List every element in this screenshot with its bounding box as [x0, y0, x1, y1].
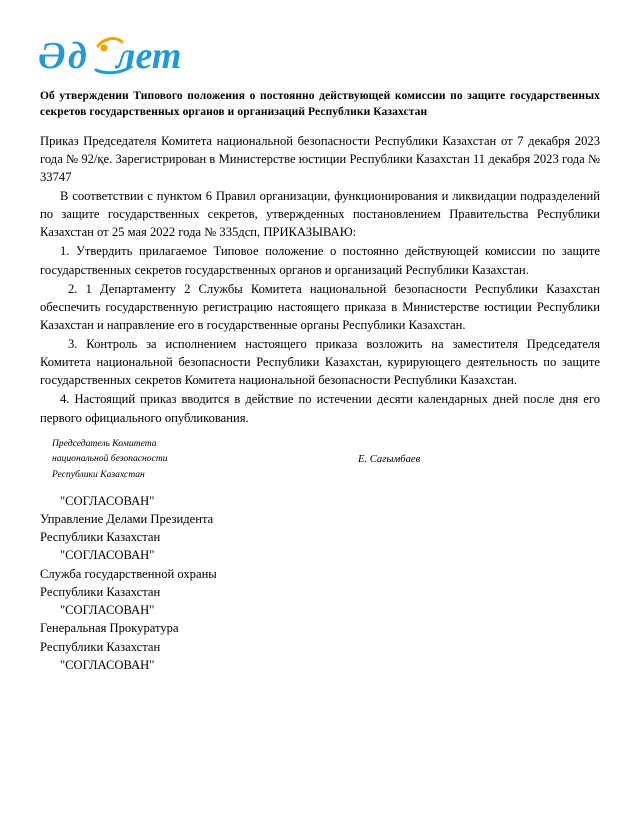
approval-org-1-line-2: Республики Казахстан — [40, 530, 161, 545]
signatory-position-line-3: Республики Казахстан — [52, 468, 145, 480]
signatory-position-line-1: Председатель Комитета — [52, 437, 157, 449]
clause-2: 2. 1 Департаменту 2 Службы Комитета национальной безопасности Республики Казахстан обеспечить государственную регистрацию настоящего приказа в Министерстве юстиции Республики Казахстан и направление его в государственные органы Республики Казахстан. — [40, 281, 600, 332]
svg-text:д: д — [68, 35, 87, 77]
approval-label-3: "СОГЛАСОВАН" — [60, 603, 155, 618]
signatory-name: Е. Сағымбаев — [358, 453, 421, 465]
approval-org-1-line-1: Управление Делами Президента — [40, 511, 214, 526]
document-title: Об утверждении Типового положения о постоянно действующей комиссии по защите государственных секретов государственных органов и организаций Республики Казахстан — [40, 90, 600, 119]
approval-org-2-line-2: Республики Казахстан — [40, 584, 161, 599]
adilet-logo[interactable] — [38, 34, 188, 80]
svg-text:лет: лет — [116, 35, 182, 77]
document-preamble: В соответствии с пунктом 6 Правил организации, функционирования и ликвидации подразделений по защите государственных секретов, утвержденных постановлением Правительства Республики Казахстан от 25 мая 2022 года № 335дсп, ПРИКАЗЫВАЮ: — [40, 189, 600, 240]
approval-label-2: "СОГЛАСОВАН" — [60, 548, 155, 563]
signature-block — [40, 436, 600, 490]
approval-label-1: "СОГЛАСОВАН" — [60, 493, 155, 508]
document-reference: Приказ Председателя Комитета национальной безопасности Республики Казахстан от 7 декабря 2023 года № 92/қе. Зарегистрирован в Министерстве юстиции Республики Казахстан 11 декабря 2023 года № 33747 — [40, 133, 600, 184]
clause-1: 1. Утвердить прилагаемое Типовое положение о постоянно действующей комиссии по защите государственных секретов государственных органов и организаций Республики Казахстан. — [40, 244, 600, 277]
approval-label-4: "СОГЛАСОВАН" — [60, 657, 155, 672]
document-content — [40, 88, 600, 674]
approval-org-3-line-1: Генеральная Прокуратура — [40, 621, 179, 636]
signatory-position-line-2: национальной безопасности — [52, 453, 168, 465]
adilet-logo-icon — [38, 34, 188, 80]
clause-3: 3. Контроль за исполнением настоящего приказа возложить на заместителя Председателя Комитета национальной безопасности Республики Казахстан, курирующего деятельность по защите государственных секретов Комитета национальной безопасности Республики Казахстан. — [40, 337, 600, 388]
approval-org-3-line-2: Республики Казахстан — [40, 639, 161, 654]
signatory-position — [52, 436, 168, 483]
clause-4: 4. Настоящий приказ вводится в действие по истечении десяти календарных дней после дня его первого официального опубликования. — [40, 392, 600, 425]
approval-org-2-line-1: Служба государственной охраны — [40, 566, 217, 581]
approvals-list — [40, 492, 600, 675]
svg-text:Ә: Ә — [38, 35, 66, 77]
